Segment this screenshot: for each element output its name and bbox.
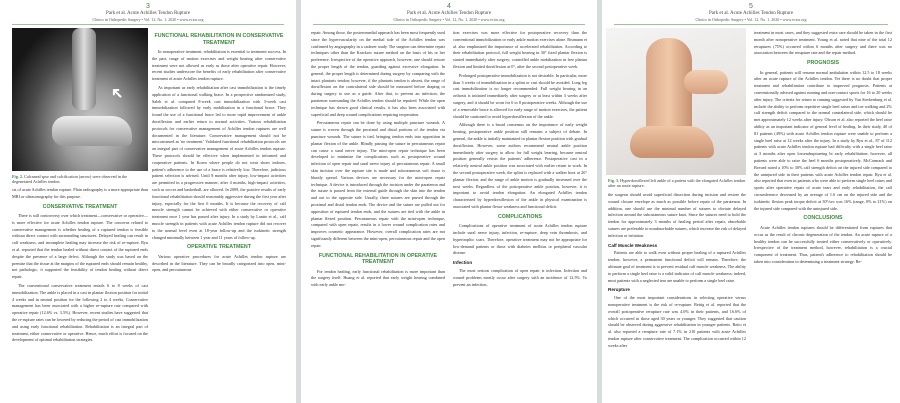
paragraph: Acute Achilles tendon ruptures should be differentiated from ruptures that occur as the result of chronic degeneration of the tendon. An acute rupture of a healthy tendon can be successfully treated either conservatively or operatively. Irrespective of the treatment method, however, rehabilitation is a crucial component of treatment. Thus, patient's adherence to rehabilitation should be taken into consideration in determining a treatment strategy. Re- [754, 224, 892, 264]
section-heading: FUNCTIONAL REHABILITATION IN CONSERVATIVE TREATMENT [154, 33, 284, 46]
journal-line: Clinics in Orthopedic Surgery • Vol. 12, No. 1, 2020 • www.ecios.org [393, 17, 505, 22]
page-number: 4 [447, 3, 451, 10]
paragraph: As important as early rehabilitation after cast immobilization is the timely application of a functional walking brace. In a prospective randomized study, Saleh et al. compared 8-week cast immobilization with 3-week cast immobilization followed by early mobilization in a functional brace. They found the use of a functional brace led to more rapid improvement of ankle dorsiflexion and earlier return to normal activities. Various rehabilitation protocols for conservative management of Achilles tendon ruptures are well documented in the literature. Conservative management should not be misconstrued as 'no treatment.' Validated functional rehabilitation protocols are an integral part of conservative management of acute Achilles tendon rupture. These protocols should be effective when implemented in informed and cooperative patients. In Korea where people do not wear shoes indoors, patient's adherence to the use of a brace is relatively low. Therefore, judicious patient selection is advised. Until 8 months after injury, low-impact activities are permitted in a progressive manner; after 4 months, high-impact activities, such as soccer and basketball, are allowed. In 2009, the positive results of early functional rehabilitation should reasonably aggressive during the first year after injury, especially for the first 6 months. It is because the recovery of calf muscle strength cannot be achieved with either conservative or operative treatment once 1 year has passed after injury. In a study by Lantto et al., calf muscle strength in patients with acute Achilles tendon rupture did not recover to the normal level even at 18-year follow-up and the isokinetic strength changed minimally between 1 year and 11 years of follow-up. [152, 84, 286, 240]
figure-caption-text: Hyperdorsiflexed left ankle of a patient with the elongated Achilles tendon after an acute rupture. [608, 178, 746, 189]
column-right [152, 30, 286, 401]
section-heading: CONSERVATIVE TREATMENT [42, 203, 118, 210]
subsection-heading: Rerupture [608, 287, 630, 293]
column-left [311, 30, 445, 401]
section-heading: PROGNOSIS [806, 60, 840, 67]
tibia-shape [72, 28, 96, 110]
subsection-heading: Calf Muscle Weakness [608, 242, 658, 248]
page-5 [602, 0, 900, 403]
section-heading: CONCLUSIONS [803, 215, 843, 222]
paragraph: One of the most important considerations in selecting operative versus nonoperative treatment is the risk of re-rupture. Rettig et al. reported that the overall postoperative rerupture rate was 4.0% in their patients, and 16.6% of which occurred in those aged 30 years or younger. They suggested that caution should be observed during aggressive rehabilitation in younger patients. Reito et al. also reported a rerupture rate of 7.1% in 210 patients with acute Achilles tendon rupture after conservative treatment. The complication occurred within 12 weeks after [608, 295, 746, 348]
journal-line: Clinics in Orthopedic Surgery • Vol. 12, No. 1, 2020 • www.ecios.org [92, 17, 204, 22]
column-left [608, 192, 746, 401]
header-rule [614, 24, 888, 25]
hand-shape [684, 70, 728, 94]
page-4 [301, 0, 597, 403]
page-number: 3 [146, 3, 150, 10]
paragraph: repair. Among those, the posteromedial approach has been most frequently used since the hypervascularity on the medial side of the Achilles tendon was confirmed by angiography in a cadaver study. The surgeon can determine repair techniques other than the Krackow suture method on the basis of his or her preference. Irrespective of the operative approach, however, one should restore the proper length of the tendon, guarding against excessive elongation. In general, the proper length is determined during surgery by comparing with the intact plantaris tendon; however, if the plantaris tendon is absent, the range of dorsiflexion on the contralateral side should be measured before draping or during surgery to use as a guide. After that, to prevent an infection, the paratenon surrounding the Achilles tendon should be repaired. While the open technique has shown good clinical results, it has also been associated with superficial and deep wound complications requiring reoperation. [311, 30, 445, 117]
paragraph: Patients are able to walk even without proper healing of a ruptured Achilles tendon; however, a permanent functional deficit will remain. Therefore, the ultimate goal of treatment is to prevent residual calf muscle weakness. The ability to perform a single heel raise is a valid indicator of calf muscle weakness; indeed, most patients with a neglected tear are unable to perform a single heel raise. [608, 250, 746, 283]
paragraph: The most serious complication of open repair is infection. Infection and wound problems mostly occur after surgery with an incidence of 12.5%. To prevent an infection, [453, 268, 587, 287]
page-number: 5 [749, 3, 753, 10]
running-header: Park et al. Acute Achilles Tendon Rupture [105, 11, 191, 16]
column-right [754, 30, 892, 401]
calcaneus-shape [52, 116, 132, 146]
subsection-heading: Infection [453, 260, 473, 266]
paragraph: Although there is a broad consensus on the importance of early weight bearing, postoperative ankle position still remains a subject of debate. In general, the ankle is initially maintained in plantar flexion position with gradual dorsiflexion. However, some authors recommend neutral ankle position immediately after surgery to allow for full weight bearing, because neutral position generally resists the patients' adherence. Postoperative cast in a relatively neutral ankle position was associated with earlier return to work. In the second postoperative week, the splint is replaced with a walker boot at 20° plantar flexion, and the range of ankle motion is gradually increased over the next weeks. Regardless of the postoperative ankle position, however, it is important to avoid tendon elongation. An elongated Achilles tendon characterized by hyperdorsiflexion of the ankle in physical examination is associated with plantar flexor weakness and functional deficit. [453, 122, 587, 209]
foot-shape [630, 126, 714, 158]
figure-label: Fig. 3. [608, 178, 620, 183]
paragraph: For tendon healing, early functional rehabilitation is more important than the surgery itself. Huang et al. reported that early weight bearing combined with early ankle mo- [311, 268, 445, 288]
figure-caption-text: Calcaneal spur and calcification (arrow) were observed in the degenerated Achilles tendon. [12, 174, 128, 185]
paragraph: Prolonged postoperative immobilization is not desirable. In particular, more than 3 weeks of immobilization in a splint or cast should be avoided. Long leg cast immobilization is no longer recommended. Full weight bearing in an orthosis is initiated immediately after surgery or at least within 3 weeks after surgery, and it should be worn for 6 to 8 postoperative weeks. Although the use of a removable brace is allowed for early range of motion exercises, the patient should be cautioned to avoid hyperdorsiflexion of the ankle. [453, 72, 587, 119]
header-rule [12, 24, 284, 25]
paragraph: The conventional conservative treatment entails 6 to 8 weeks of cast immobilization. The ankle is placed in a cast in plantar flexion position for initial 4 weeks and in neutral position for the following 2 to 4 weeks. Conservative management has been associated with a higher re-rupture rate compared with operative repair (12.6% vs. 3.5%). However, recent studies have suggested that the re-rupture rates can be lowered by reducing the period of cast immobilization and using early functional rehabilitation. Rehabilitation is an integral part of treatment, either conservative or operative. Hence, much effort is focused on the development of optimal rehabilitation strategies. [12, 283, 148, 343]
paragraph: Various operative procedures for acute Achilles tendon rupture are described in the literature. They can be broadly categorized into open, mini-open, and percutaneous [152, 253, 286, 273]
running-header: Park et al. Acute Achilles Tendon Rupture [406, 11, 492, 16]
paragraph: Complications of operative treatment of acute Achilles tendon rupture include sural nerve injury, infection, re-rupture, deep vein thrombosis, and hypertrophic scars. Therefore, operative treatment may not be appropriate for low-demand patients or those with diabetes mellitus or peripheral vascular disease. [453, 223, 587, 256]
paragraph: In general, patients will resume normal ambulation within 12.5 to 18 weeks after an acute rupture of the Achilles tendon. Yet there is no doubt that proper treatment and rehabilitation contribute to improved prognosis. Patients at conventionally advised against running and non-contact sports for 16 to 20 weeks after injury. The criteria for return to running suggested by Van Sterkenburg et al. include the ability to perform repetitive single heel raises and toe walking and 2% calf strength deficit compared to the normal contralateral side, which should be met approximately 12 weeks after injury. Olsson et al. also reported the heel raise ability as an important indicator of general level of healing. In their study, 40 of 81 patients (49%) with acute Achilles tendon rupture were unable to perform a single heel raise at 12 weeks after the injury. In a study by Ryu et al., 87 of 112 patients with acute Achilles tendon rupture had difficulty with a single heel raise at 3 months after open lossendruptureing bt early rehabilitation; however, all patients were able to raise the heel 6 months postoperatively. McCormack and Bovard noted a 10% to 30% calf strength deficit on the injured side compared to the uninjured side in their patients with acute Achilles tendon repair. Ryu et al. also reported that even in patients who were able to perform single heel raises and sports after operative repair of acute tears and early rehabilitation, the calf circumference decreased by an average of 1.6 cm on the injured side and the isokinetic flexion peak torque deficit at 30°/sec was 16% (range, 0% to 21%) on the injured side compared with the uninjured side. [754, 69, 892, 211]
column-left [12, 187, 148, 401]
journal-line: Clinics in Orthopedic Surgery • Vol. 12, No. 1, 2020 • www.ecios.org [695, 17, 807, 22]
column-right [453, 30, 587, 401]
paragraph: treatment in most cases, and they suggested extra care should be taken in the first month after nonoperative treatment. Young et al. noted that nine of the total 12 reruptures (75%) occurred within 6 months after surgery and there was no association between the rerupture rate and the repair method. [754, 30, 892, 56]
section-heading: COMPLICATIONS [497, 213, 543, 220]
paragraph: sis of acute Achilles tendon rupture. Plain radiography is a more appropriate than MRI or ultrasonography for this purpose. [12, 187, 148, 199]
paragraph: Percutaneous repair can be done by using multiple puncture wounds. A suture is woven through the proximal and distal portions of the tendon via puncture wounds. The suture is tied, bringing tendon ends into apposition in plantar flexion of the ankle. Blindly passing the suture in percutaneous repair can cause a sural nerve injury. The mini-open repair technique has been developed to minimize the complications such as postoperative wound infection of open repair and sural nerve injury of percutaneous repair. A small skin incision over the rupture site is made and subcutaneous soft tissue is bluntly spread. Various devices are necessary for the mini-open repair technique. A device is introduced through the incision under the paratenon and the suture is passed from the external guide through the skin into the tendon and out to the opposite side. Usually, three sutures are passed through the proximal and distal tendon ends. The device and the suture are pulled out for apposition of ruptured tendon ends, and the sutures are tied with the ankle in plantar flexed position. Percutaneous repair with the mini-open technique, compared with open repair, results in a lower wound complication rates and improves cosmetic appearance. However, overall complication rates are not significantly different between the mini-open, percutaneous repair and the open repair. [311, 120, 445, 248]
paragraph: tion exercises was more effective for postoperative recovery than the conventional immobilization or early ankle motion exercises alone. Brumann et al. also emphasized the importance of accelerated rehabilitation. According to their rehabilitation protocol, full weight bearing in 30° fixed plantar flexion is started immediately after surgery; controlled ankle mobilization in free plantar flexion and limited dorsiflexion at 0°, after the second postoperative week. [453, 30, 587, 69]
paragraph: In nonoperative treatment, rehabilitation is essential to treatment success. In the past, range of motion exercises and weight bearing after conservative treatment were not allowed as early as those after operative repair. However, recent studies underscore the benefits of early rehabilitation after conservative treatment of acute Achilles tendon rupture. [152, 49, 286, 82]
arrow-icon: ➜ [105, 82, 129, 105]
figure-label: Fig. 2. [12, 174, 24, 179]
section-heading: OPERATIVE TREATMENT [187, 244, 251, 251]
paragraph: the surgeon should avoid superficial dissection during incision and restore the wound closure envelope as much as possible before repair of the paratenon. In addition, one should use the minimal number of sutures to obviate delayed infection around the subcutaneous suture knot. Since the sutures need to hold the tendon for approximately 3 months of healing period after repair, absorbable sutures are preferable to nonabsorbable sutures, which increase the risk of delayed infection or irritation. [608, 192, 746, 238]
page-3 [0, 0, 296, 403]
header-rule [313, 24, 585, 25]
figure-caption [608, 178, 746, 188]
xray-figure [12, 28, 148, 171]
running-header: Park et al. Acute Achilles Tendon Rupture [708, 11, 794, 16]
paragraph: There is still controversy over which treatment—conservative or operative—is more effective for acute Achilles tendon rupture. The concerns related to conservative management is whether healing of a ruptured tendon is feasible without direct contact with surrounding structures. Delayed healing can result in calf weakness, and incomplete healing may increase the risk of re-rupture. Ryu et al. reported that the tendon healed without direct contact of the ruptured ends despite the presence of a large defect. Although the study was based on the premise that the tissue at the margins of the ruptured ends should remain healthy, not pathologic, it supported the feasibility of tendon healing without direct repair. [12, 213, 148, 280]
figure-caption [12, 174, 148, 184]
ankle-photo-figure [606, 28, 746, 175]
section-heading: FUNCTIONAL REHABILITATION IN OPERATIVE TREATMENT [318, 252, 438, 265]
